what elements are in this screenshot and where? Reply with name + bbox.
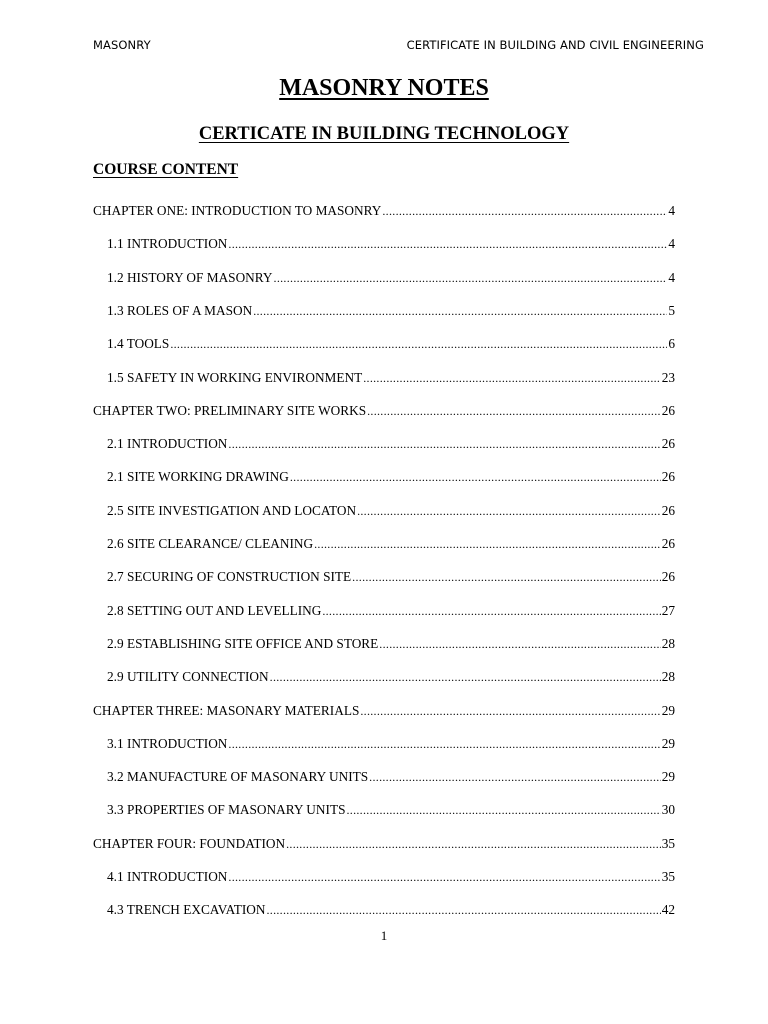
toc-section-entry[interactable] (107, 669, 675, 685)
toc-dot-leader (228, 869, 660, 885)
document-title: MASONRY NOTES (279, 75, 489, 101)
toc-entry-label: 3.3 PROPERTIES OF MASONARY UNITS (107, 802, 346, 817)
toc-entry-label: 2.7 SECURING OF CONSTRUCTION SITE (107, 569, 352, 584)
toc-entry-page-number: 30 (661, 802, 675, 817)
toc-section-entry[interactable] (107, 303, 675, 319)
toc-section-entry[interactable] (107, 236, 675, 252)
toc-dot-leader (253, 303, 667, 319)
toc-entry-page-number: 26 (661, 569, 675, 584)
toc-dot-leader (228, 736, 660, 752)
toc-section-entry[interactable] (107, 769, 675, 785)
toc-section-entry[interactable] (107, 869, 675, 885)
toc-entry-label: 1.4 TOOLS (107, 336, 170, 351)
toc-entry-label: CHAPTER FOUR: FOUNDATION (93, 836, 286, 851)
toc-dot-leader (379, 636, 660, 652)
toc-dot-leader (346, 802, 660, 818)
toc-entry-page-number: 28 (661, 636, 675, 651)
toc-dot-leader (286, 836, 661, 852)
toc-entry-page-number: 26 (661, 436, 675, 451)
section-heading: COURSE CONTENT (93, 161, 239, 178)
header-right-text: CERTIFICATE IN BUILDING AND CIVIL ENGINEERING (406, 38, 704, 52)
toc-dot-leader (357, 503, 661, 519)
toc-dot-leader (363, 370, 660, 386)
toc-dot-leader (382, 203, 667, 219)
toc-entry-page-number: 26 (661, 403, 675, 418)
toc-entry-label: 3.2 MANUFACTURE OF MASONARY UNITS (107, 769, 369, 784)
toc-section-entry[interactable] (107, 902, 675, 918)
toc-section-entry[interactable] (107, 270, 675, 286)
toc-dot-leader (290, 469, 661, 485)
document-subtitle: CERTICATE IN BUILDING TECHNOLOGY (198, 124, 570, 144)
toc-dot-leader (266, 902, 660, 918)
toc-dot-leader (274, 270, 668, 286)
toc-entry-page-number: 4 (668, 270, 675, 285)
toc-entry-page-number: 4 (668, 203, 675, 218)
page-number: 1 (380, 928, 388, 943)
toc-section-entry[interactable] (107, 469, 675, 485)
toc-entry-label: CHAPTER ONE: INTRODUCTION TO MASONRY (93, 203, 382, 218)
toc-entry-label: 2.8 SETTING OUT AND LEVELLING (107, 603, 322, 618)
toc-entry-page-number: 26 (661, 536, 675, 551)
toc-entry-label: 2.6 SITE CLEARANCE/ CLEANING (107, 536, 314, 551)
toc-entry-label: 1.5 SAFETY IN WORKING ENVIRONMENT (107, 370, 363, 385)
toc-chapter-entry[interactable] (93, 703, 675, 719)
toc-dot-leader (170, 336, 667, 352)
toc-chapter-entry[interactable] (93, 203, 675, 219)
toc-entry-page-number: 29 (661, 769, 675, 784)
toc-entry-label: 1.2 HISTORY OF MASONRY (107, 270, 273, 285)
toc-dot-leader (367, 403, 661, 419)
toc-entry-page-number: 28 (661, 669, 675, 684)
toc-entry-page-number: 4 (668, 236, 675, 251)
toc-entry-label: 1.3 ROLES OF A MASON (107, 303, 253, 318)
toc-entry-page-number: 26 (661, 469, 675, 484)
toc-dot-leader (369, 769, 661, 785)
toc-entry-page-number: 29 (661, 703, 675, 718)
running-header (93, 38, 704, 52)
toc-section-entry[interactable] (107, 503, 675, 519)
toc-section-entry[interactable] (107, 603, 675, 619)
toc-entry-label: 4.3 TRENCH EXCAVATION (107, 902, 266, 917)
toc-entry-page-number: 27 (661, 603, 675, 618)
toc-entry-label: CHAPTER TWO: PRELIMINARY SITE WORKS (93, 403, 367, 418)
toc-entry-label: 3.1 INTRODUCTION (107, 736, 228, 751)
toc-entry-label: 2.5 SITE INVESTIGATION AND LOCATON (107, 503, 357, 518)
toc-section-entry[interactable] (107, 370, 675, 386)
toc-entry-page-number: 42 (661, 902, 675, 917)
toc-entry-label: 2.1 INTRODUCTION (107, 436, 228, 451)
toc-entry-page-number: 23 (661, 370, 675, 385)
toc-entry-page-number: 26 (661, 503, 675, 518)
toc-entry-page-number: 6 (668, 336, 675, 351)
toc-chapter-entry[interactable] (93, 836, 675, 852)
toc-section-entry[interactable] (107, 802, 675, 818)
header-left-text: MASONRY (93, 38, 151, 52)
toc-dot-leader (360, 703, 660, 719)
toc-section-entry[interactable] (107, 436, 675, 452)
toc-dot-leader (228, 236, 667, 252)
toc-dot-leader (352, 569, 661, 585)
toc-entry-label: 1.1 INTRODUCTION (107, 236, 228, 251)
toc-entry-label: 4.1 INTRODUCTION (107, 869, 228, 884)
toc-entry-label: 2.9 UTILITY CONNECTION (107, 669, 269, 684)
toc-dot-leader (314, 536, 661, 552)
toc-section-entry[interactable] (107, 336, 675, 352)
toc-section-entry[interactable] (107, 569, 675, 585)
toc-entry-page-number: 29 (661, 736, 675, 751)
toc-dot-leader (322, 603, 660, 619)
toc-section-entry[interactable] (107, 536, 675, 552)
toc-section-entry[interactable] (107, 636, 675, 652)
toc-dot-leader (270, 669, 661, 685)
toc-entry-label: 2.9 ESTABLISHING SITE OFFICE AND STORE (107, 636, 379, 651)
toc-entry-page-number: 35 (661, 869, 675, 884)
toc-entry-page-number: 35 (661, 836, 675, 851)
toc-dot-leader (228, 436, 660, 452)
toc-entry-label: CHAPTER THREE: MASONARY MATERIALS (93, 703, 360, 718)
toc-chapter-entry[interactable] (93, 403, 675, 419)
toc-entry-label: 2.1 SITE WORKING DRAWING (107, 469, 289, 484)
toc-entry-page-number: 5 (668, 303, 675, 318)
toc-section-entry[interactable] (107, 736, 675, 752)
